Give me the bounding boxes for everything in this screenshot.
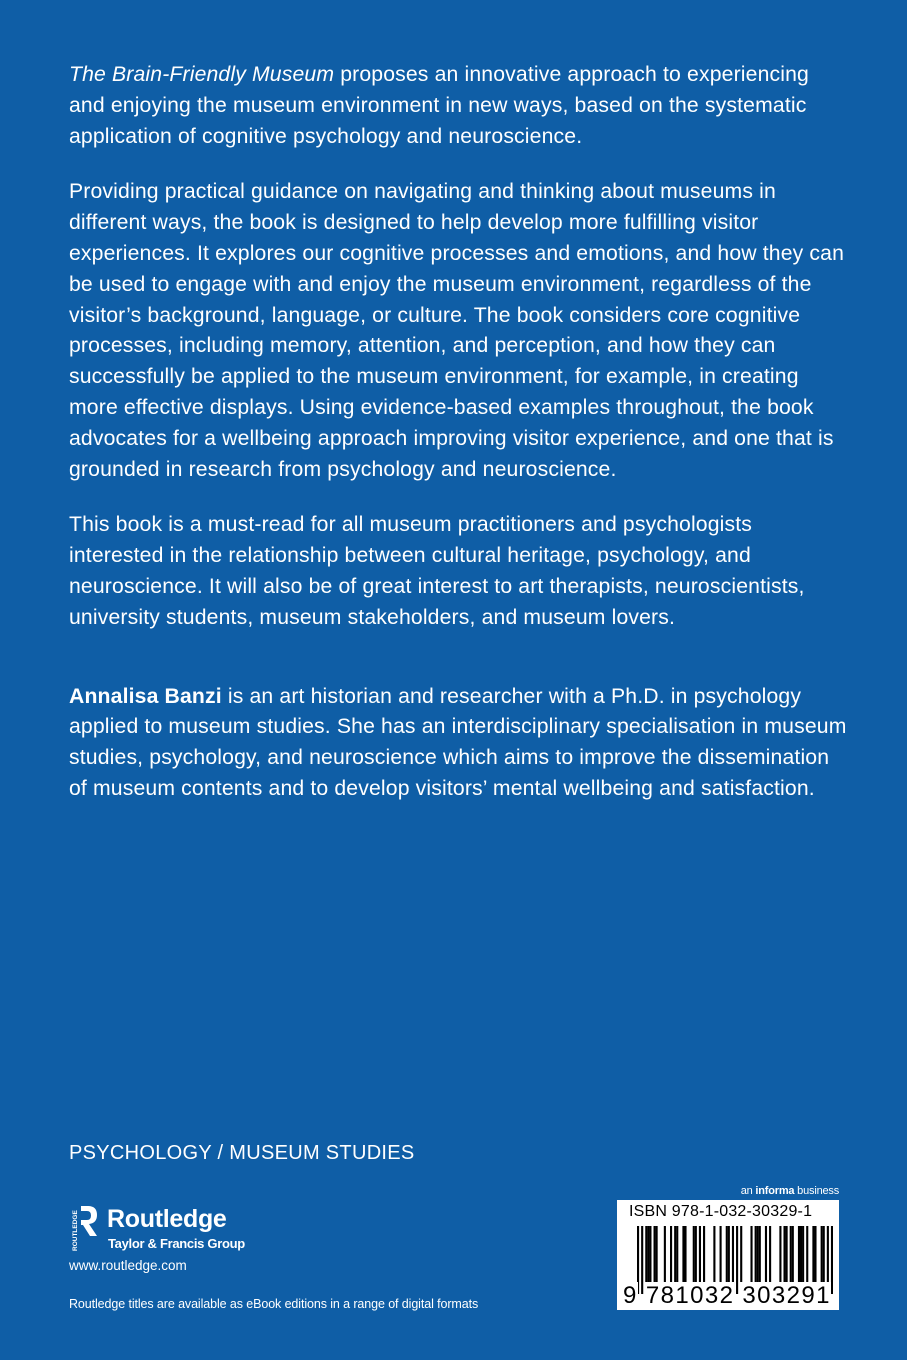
book-title: The Brain-Friendly Museum [69,63,335,86]
barcode-bar [713,1226,715,1282]
routledge-logo-icon [68,1203,100,1255]
isbn-label: ISBN 978-1-032-30329-1 [629,1203,813,1220]
barcode-bar [703,1226,705,1282]
blurb-paragraph-3: This book is a must-read for all museum practitioners and psychologists interested in the relationship between cultural heritage, psychology, and neuroscience. It will also be of great interest to art therapists, neuroscientists, university students, museum stakeholders, and museum lovers. [69,513,805,629]
informa-prefix: an [740,1185,756,1197]
barcode-bar [759,1226,761,1282]
publisher-url[interactable]: www.routledge.com [69,1258,187,1273]
barcode-bar [790,1226,792,1282]
barcode-bar [821,1226,823,1282]
barcode-bar [800,1226,802,1282]
author-bio-text: is an art historian and researcher with a Ph.D. in psychology applied to museum studies. She has an interdisciplinary specialisation in museum studies, psychology, and neuroscience which aims to improve the dissemination of museum contents and to develop visitors’ mental wellbeing and satisfaction. [69,684,847,800]
barcode-box [617,1200,839,1310]
barcode-bar [806,1226,808,1282]
barcode-digits-right: 303291 [742,1282,831,1309]
barcode-bar [649,1226,651,1282]
back-cover-blurb [69,60,849,830]
informa-tagline [741,1185,839,1197]
barcode-bar [823,1226,825,1282]
barcode-bar [682,1226,684,1282]
barcode-bar [769,1226,771,1282]
barcode-bar [750,1226,752,1282]
barcode-bar [695,1226,697,1282]
barcode-bar [755,1226,757,1282]
blurb-paragraph-2: Providing practical guidance on navigating and thinking about museums in different ways, the book is designed to help develop more fulfilling visitor experiences. It explores our cognitive processes and emotions, and how they can be used to engage with and enjoy the museum environment, regardless of the visitor’s background, language, or culture. The book considers core cognitive processes, including memory, attention, and perception, and how they can successfully be applied to the museum environment, for example, in creating more effective displays. Using evidence-based examples throughout, the book advocates for a wellbeing approach improving visitor experience, and one that is grounded in research from psychology and neuroscience. [69,180,845,481]
barcode-bar [720,1226,722,1282]
barcode-digits-left: 781032 [645,1282,735,1309]
informa-word: informa [755,1185,795,1197]
informa-suffix: business [794,1185,839,1197]
blurb-paragraph-1-text: proposes an innovative approach to experiencing and enjoying the museum environment in new ways, based on the systematic application of cognitive psychology and neuroscience. [69,63,809,148]
barcode-bar [783,1226,785,1282]
barcode-bar [676,1226,678,1282]
barcode-digit-lead: 9 [623,1282,638,1309]
barcode-bar [792,1226,794,1282]
barcode-bar [726,1226,728,1282]
barcode-bar [684,1226,686,1282]
barcode-bar [757,1226,759,1282]
barcode-bar [647,1226,649,1282]
barcode-bar [674,1226,676,1282]
barcode-bar [693,1226,695,1282]
barcode-digits [623,1282,835,1310]
barcode-bar [670,1226,672,1282]
barcode-bar [740,1226,742,1282]
subject-category: PSYCHOLOGY / MUSEUM STUDIES [69,1142,415,1164]
barcode-bar [728,1226,730,1282]
barcode-bar [654,1226,656,1282]
publisher-group: Taylor & Francis Group [108,1236,245,1251]
barcode-bar [812,1226,814,1282]
author-bio [69,682,849,805]
barcode-bar [765,1226,767,1282]
barcode-bar [786,1226,788,1282]
barcode-bar [814,1226,816,1282]
ebook-note: Routledge titles are available as eBook editions in a range of digital formats [69,1297,479,1311]
barcode-bar [699,1226,701,1282]
barcode-bar [645,1226,647,1282]
barcode-bar [802,1226,804,1282]
routledge-logo [68,1203,308,1255]
barcode-bar [656,1226,658,1282]
routledge-vertical-mark: ROUTLEDGE [72,1210,79,1251]
barcode-bar [798,1226,800,1282]
author-name: Annalisa Banzi [69,684,222,708]
barcode-bar [664,1226,666,1282]
blurb-paragraph-1 [69,60,849,152]
barcode-bar [779,1226,781,1282]
publisher-name: Routledge [107,1205,227,1233]
